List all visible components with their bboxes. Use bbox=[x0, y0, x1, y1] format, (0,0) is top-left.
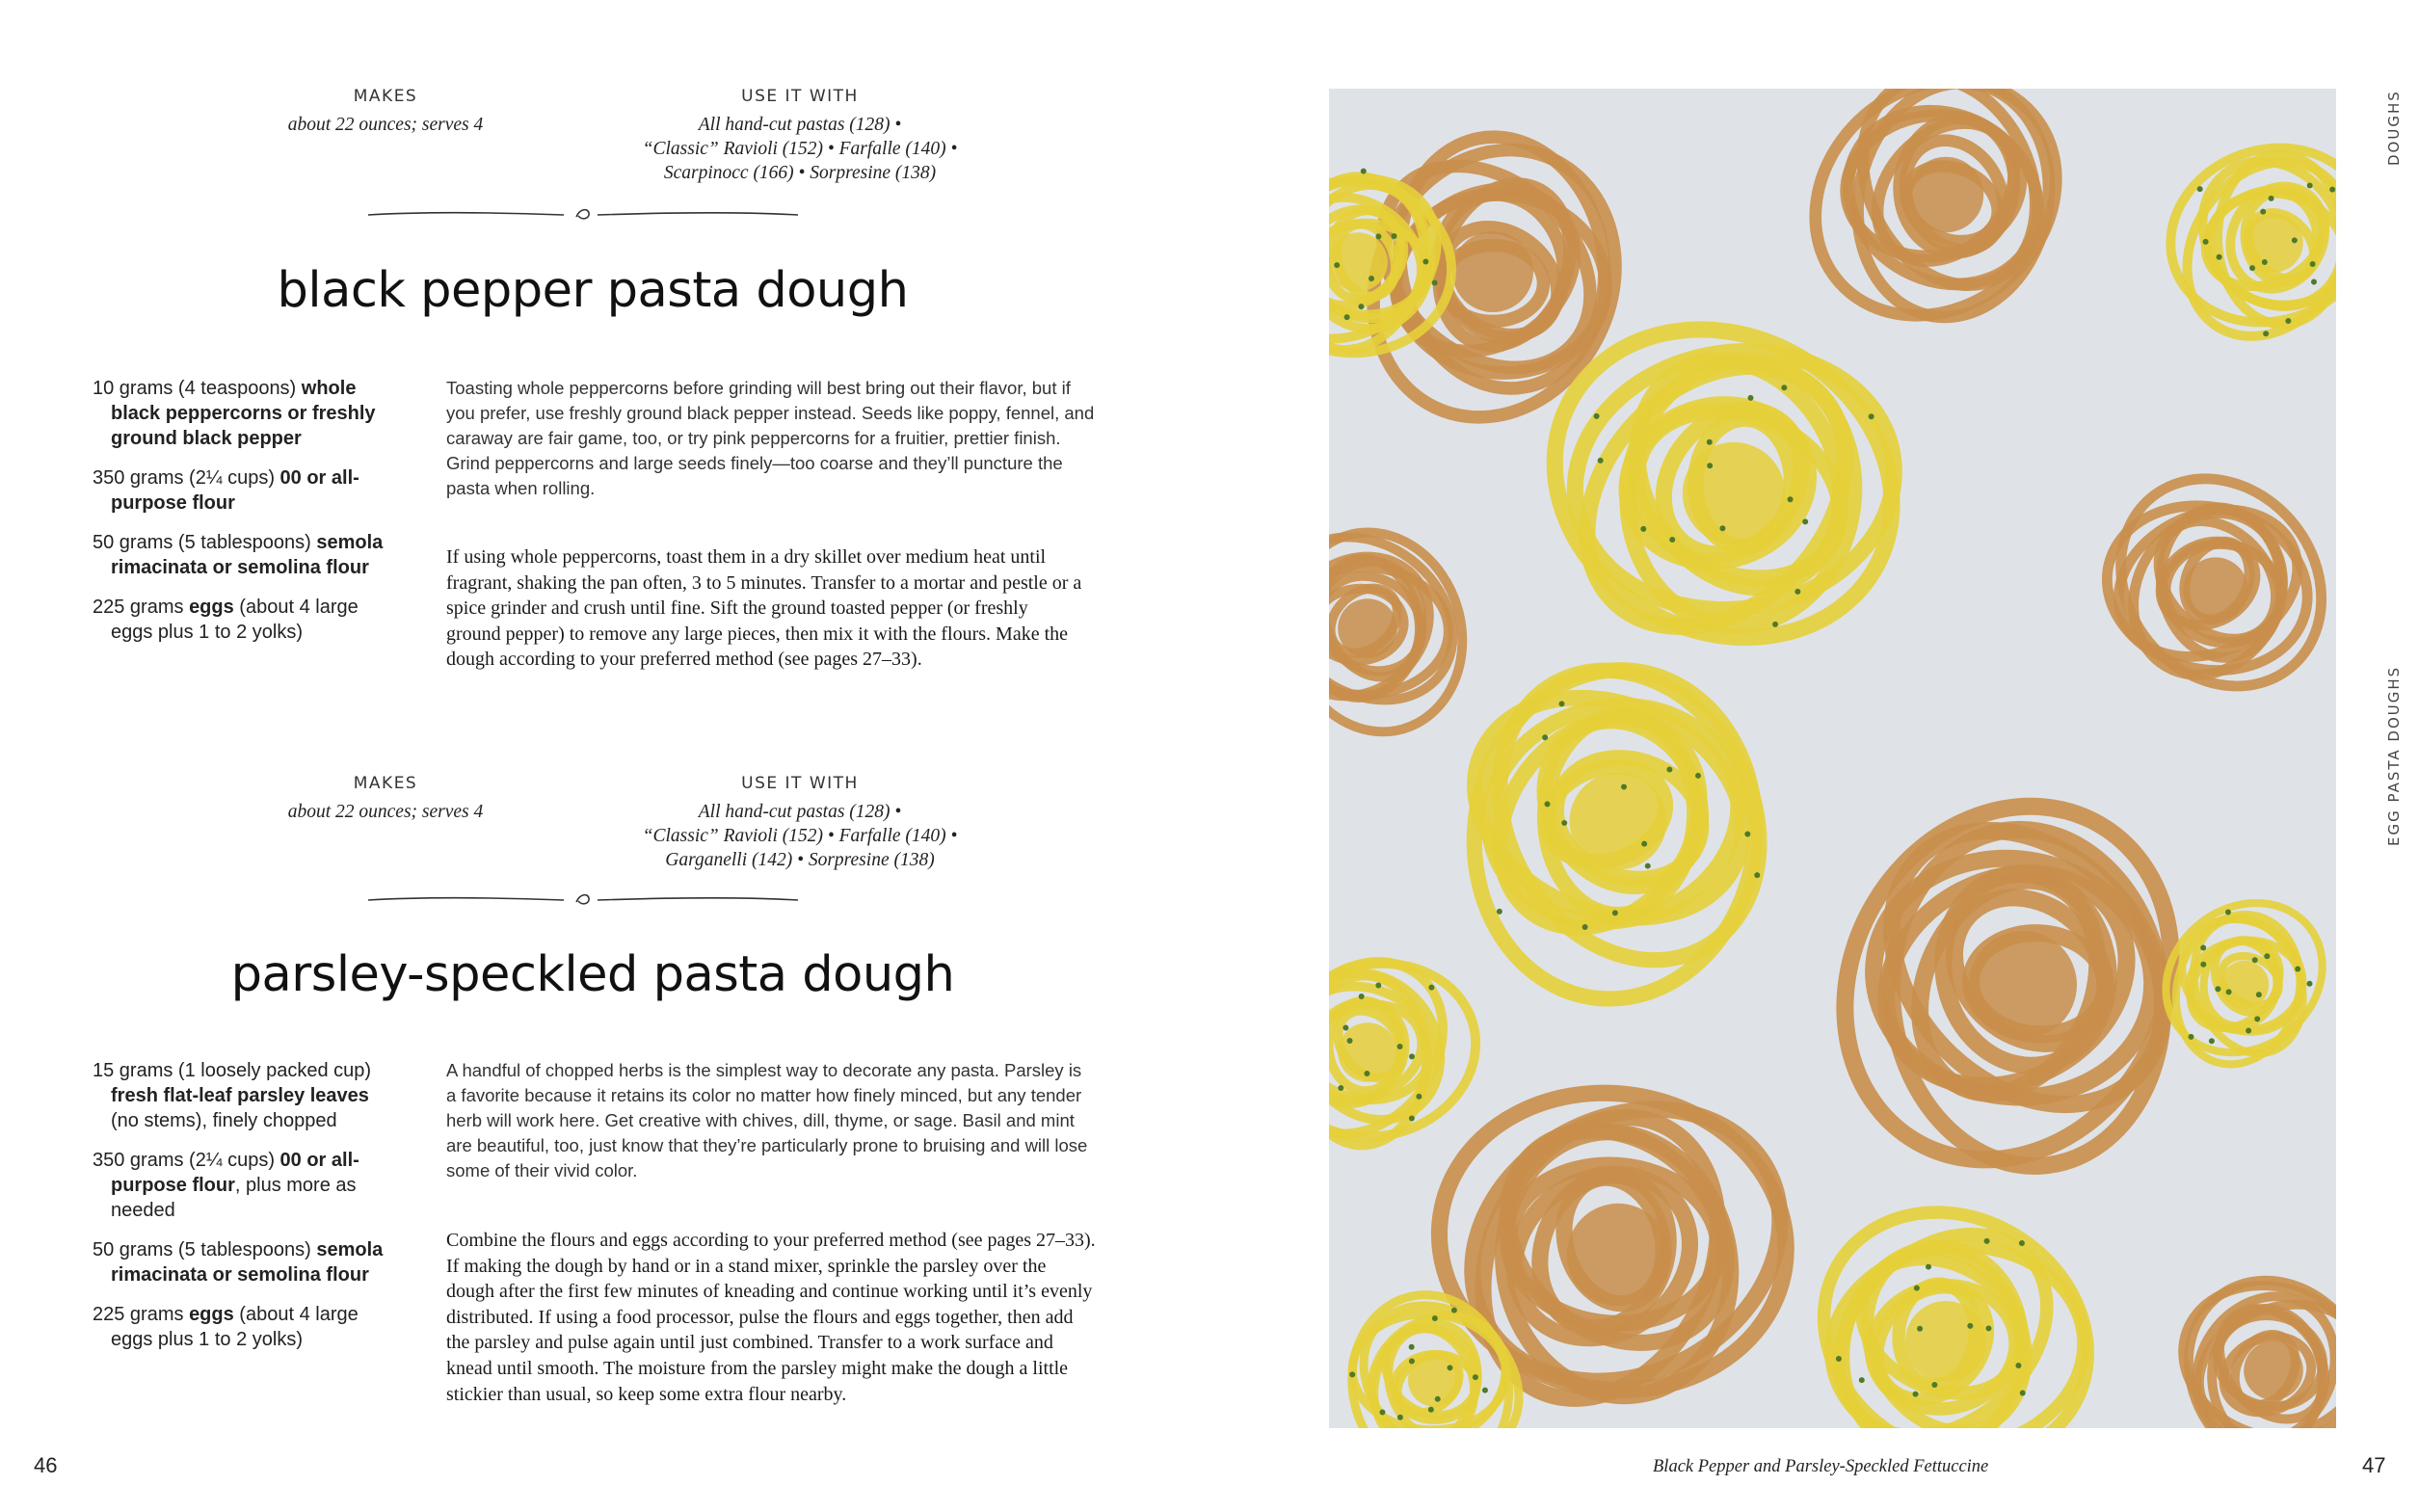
side-tab-egg-pasta-doughs: EGG PASTA DOUGHS bbox=[2385, 665, 2403, 846]
recipe1-use-line: Scarpinocc (166) • Sorpresine (138) bbox=[663, 163, 937, 183]
recipe2-use-line: All hand-cut pastas (128) • bbox=[698, 802, 902, 822]
recipe2-makes-value: about 22 ounces; serves 4 bbox=[287, 802, 484, 822]
recipe2-use-line: Garganelli (142) • Sorpresine (138) bbox=[665, 850, 935, 870]
page-number-right: 47 bbox=[2362, 1453, 2386, 1477]
recipe1-intro: Toasting whole peppercorns before grinding will best bring out their flavor, but if you prefer, use freshly ground black pepper instead. Seeds like poppy, fennel, and caraway are fair game, too, or try pink peppercorns for a fruitier, prettier finish. Grind peppercorns and large seeds finely—too coarse and they’ll puncture the pasta when rolling. bbox=[446, 378, 1095, 498]
pasta-nests-photo bbox=[1329, 89, 2336, 1428]
photo-caption: Black Pepper and Parsley-Speckled Fettuccine bbox=[1653, 1457, 1989, 1476]
recipe2-use-line: “Classic” Ravioli (152) • Farfalle (140) • bbox=[642, 826, 958, 846]
pasta-illustration bbox=[1329, 89, 2336, 1428]
recipe2-use-label: USE IT WITH bbox=[741, 774, 859, 793]
recipe1-ingredient-list bbox=[93, 376, 386, 659]
recipe1-use-list bbox=[598, 113, 1002, 185]
recipe1-ornament-divider bbox=[366, 199, 800, 228]
recipe2-use-list bbox=[598, 800, 1002, 872]
recipe2-title: parsley-speckled pasta dough bbox=[230, 946, 955, 1003]
recipe2-ingredient-list bbox=[93, 1058, 396, 1366]
recipe1-title: black pepper pasta dough bbox=[277, 262, 909, 319]
recipe1-use-line: All hand-cut pastas (128) • bbox=[698, 115, 902, 135]
recipe2-ornament-divider bbox=[366, 885, 800, 914]
ingredient-item: 15 grams (1 loosely packed cup) fresh flat-leaf parsley leaves (no stems), finely chopped bbox=[93, 1060, 372, 1131]
recipe1-method: If using whole peppercorns, toast them in a dry skillet over medium heat until fragrant, shaking the pan often, 3 to 5 minutes. Transfer to a mortar and pestle or a spice grinder and crush until fine. Sift the ground toasted pepper (or freshly ground pepper) to remove any large pieces, then mix it with the flours. Make the dough according to your preferred method (see pages 27–33). bbox=[446, 546, 1082, 671]
ingredient-item: 350 grams (2¼ cups) 00 or all-purpose flour bbox=[93, 467, 359, 514]
recipe2-method: Combine the flours and eggs according to your preferred method (see pages 27–33). If making the dough by hand or in a stand mixer, sprinkle the parsley over the dough after the first few minutes of kneading and continue working until it’s evenly distributed. If using a food processor, pulse the flours and eggs together, then add the parsley and pulse again until just combined. Transfer to a work surface and knead until smooth. The moisture from the parsley might make the dough a little stickier than usual, so keep some extra flour nearby. bbox=[446, 1230, 1096, 1405]
ingredient-item: 50 grams (5 tablespoons) semola rimacinata or semolina flour bbox=[93, 1239, 384, 1286]
ingredient-item: 225 grams eggs (about 4 large eggs plus 1 to 2 yolks) bbox=[93, 1304, 359, 1350]
recipe2-makes-label: MAKES bbox=[353, 774, 418, 793]
recipe1-makes-value: about 22 ounces; serves 4 bbox=[287, 115, 484, 135]
recipe1-use-line: “Classic” Ravioli (152) • Farfalle (140) • bbox=[642, 139, 958, 159]
recipe1-makes-label: MAKES bbox=[353, 87, 418, 106]
ingredient-item: 10 grams (4 teaspoons) whole black peppercorns or freshly ground black pepper bbox=[93, 378, 376, 449]
side-tab-doughs: DOUGHS bbox=[2385, 90, 2403, 166]
recipe2-intro: A handful of chopped herbs is the simplest way to decorate any pasta. Parsley is a favorite because it retains its color no matter how finely minced, but any tender herb will work here. Get creative with chives, dill, thyme, or sage. Basil and mint are beautiful, too, just know that they’re particularly prone to bruising and will lose some of their vivid color. bbox=[446, 1060, 1088, 1180]
page-number-left: 46 bbox=[34, 1453, 58, 1477]
ingredient-item: 225 grams eggs (about 4 large eggs plus 1 to 2 yolks) bbox=[93, 597, 359, 643]
ingredient-item: 350 grams (2¼ cups) 00 or all-purpose flour, plus more as needed bbox=[93, 1150, 359, 1221]
ingredient-item: 50 grams (5 tablespoons) semola rimacinata or semolina flour bbox=[93, 532, 384, 578]
recipe1-use-label: USE IT WITH bbox=[741, 87, 859, 106]
